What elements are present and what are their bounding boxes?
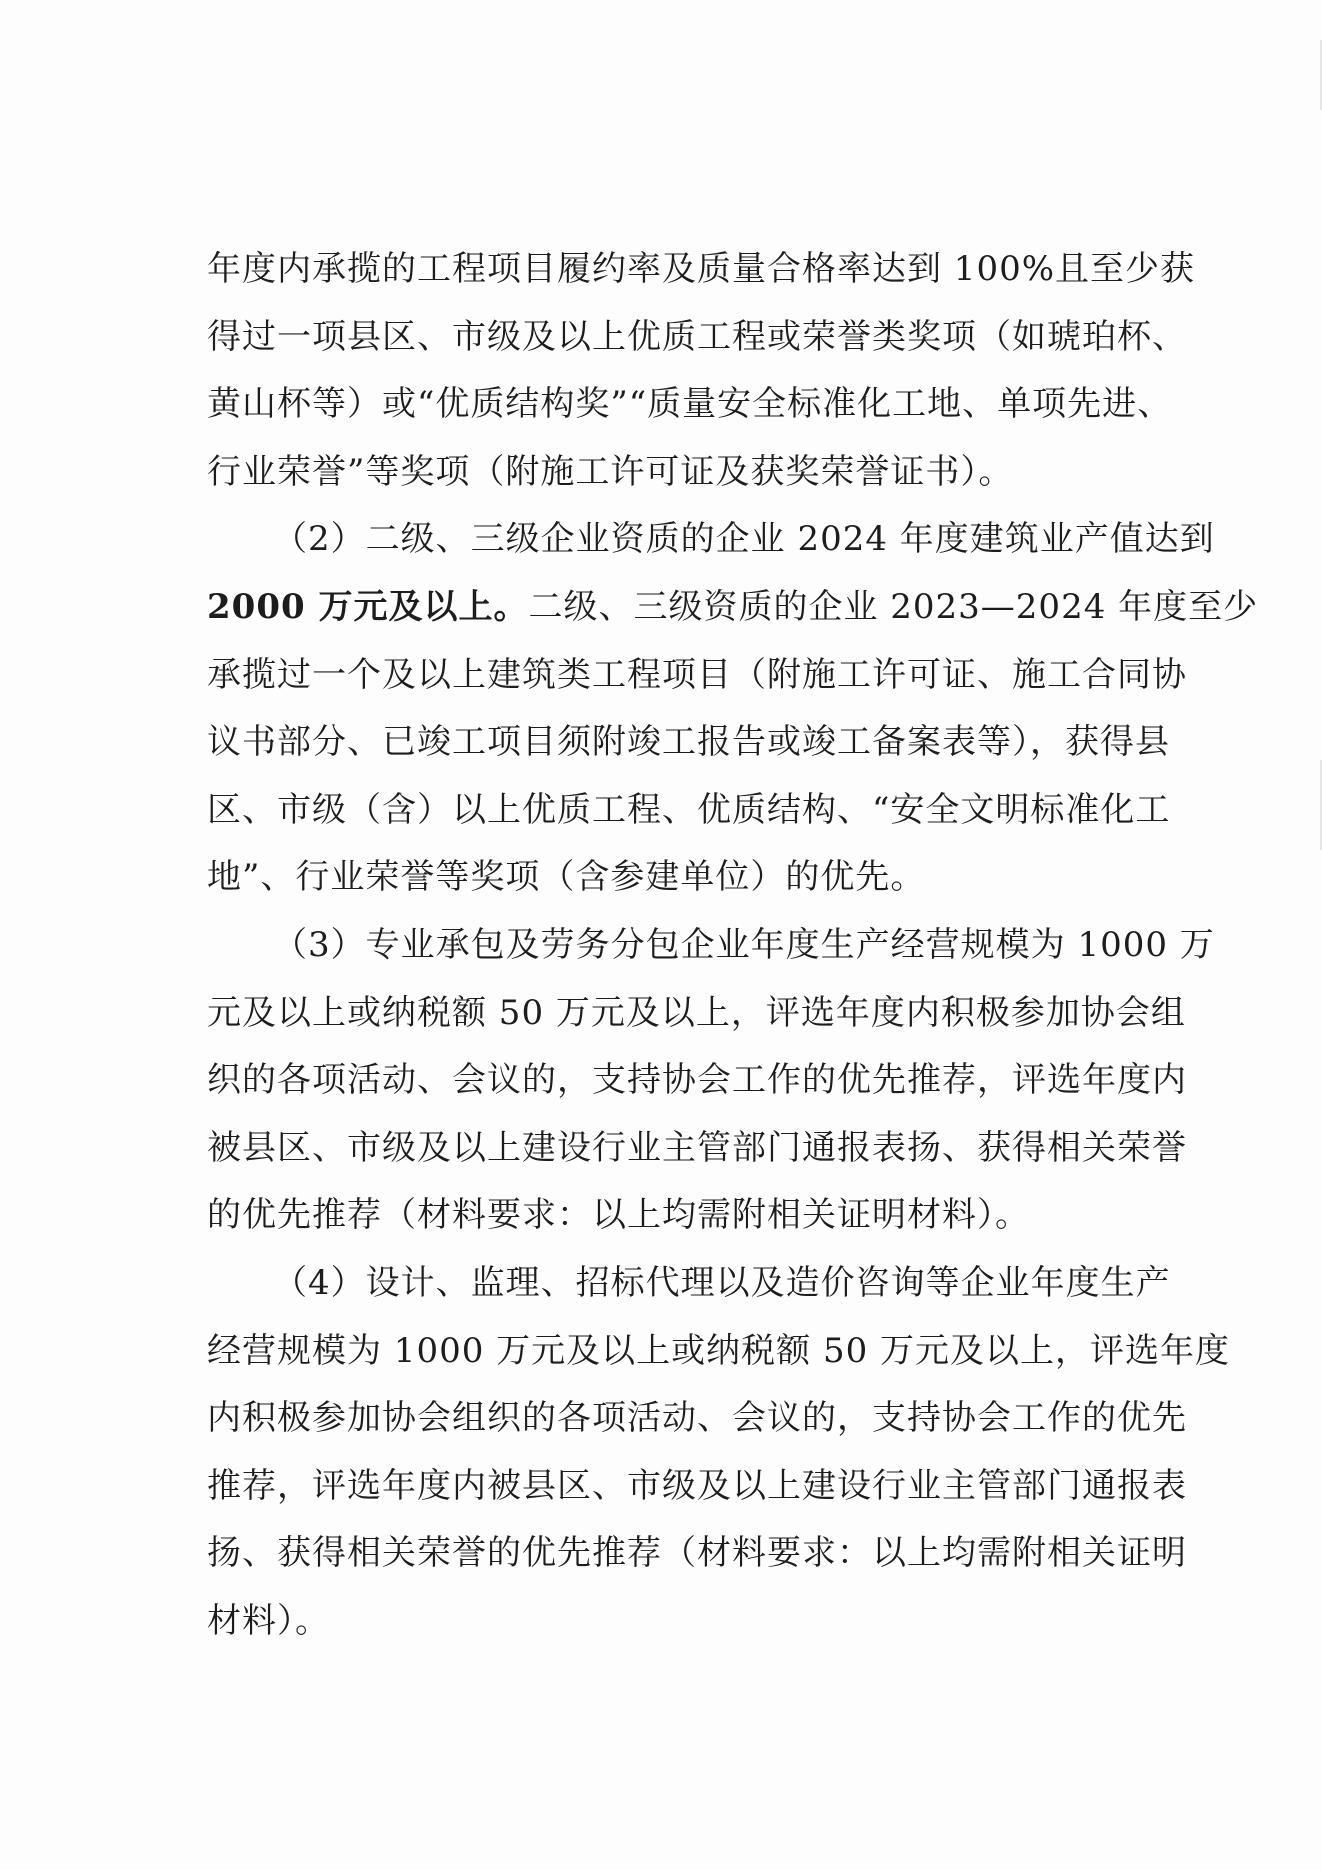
paragraph-1-line: 行业荣誉”等奖项（附施工许可证及获奖荣誉证书）。 (207, 451, 1014, 492)
paragraph-2-line: （2）二级、三级企业资质的企业 2024 年度建筑业产值达到 (273, 519, 1215, 560)
paragraph-4-line: 材料）。 (207, 1600, 330, 1641)
paragraph-3-line: 被县区、市级及以上建设行业主管部门通报表扬、获得相关荣誉 (207, 1127, 1187, 1168)
paragraph-3-line: 的优先推荐（材料要求：以上均需附相关证明材料）。 (207, 1195, 1030, 1236)
document-body (207, 236, 1259, 1655)
bold-highlight: 2000 万元及以上。 (207, 586, 529, 627)
paragraph-4-line: 扬、获得相关荣誉的优先推荐（材料要求：以上均需附相关证明 (207, 1533, 1187, 1574)
paragraph-1-line: 年度内承揽的工程项目履约率及质量合格率达到 100%且至少获 (207, 249, 1196, 289)
paragraph-3-line: 元及以上或纳税额 50 万元及以上，评选年度内积极参加协会组 (207, 992, 1186, 1033)
paragraph-2-line-rest: 二级、三级资质的企业 2023—2024 年度至少 (528, 586, 1259, 627)
paragraph-2-line: 区、市级（含）以上优质工程、优质结构、“安全文明标准化工 (207, 789, 1171, 830)
paragraph-4-line: 推荐，评选年度内被县区、市级及以上建设行业主管部门通报表 (207, 1465, 1187, 1506)
paragraph-3-line: （3）专业承包及劳务分包企业年度生产经营规模为 1000 万 (273, 924, 1215, 965)
paragraph-4-line: （4）设计、监理、招标代理以及造价咨询等企业年度生产 (273, 1262, 1171, 1303)
paragraph-4-line: 经营规模为 1000 万元及以上或纳税额 50 万元及以上，评选年度 (207, 1330, 1231, 1371)
paragraph-2-line: 承揽过一个及以上建筑类工程项目（附施工许可证、施工合同协 (207, 654, 1187, 695)
paragraph-2-line: 地”、行业荣誉等奖项（含参建单位）的优先。 (207, 857, 926, 898)
paragraph-2-line: 议书部分、已竣工项目须附竣工报告或竣工备案表等），获得县 (207, 722, 1170, 763)
paragraph-1-line: 得过一项县区、市级及以上优质工程或荣誉类奖项（如琥珀杯、 (207, 316, 1187, 357)
paragraph-2-line-mixed (207, 574, 1259, 642)
paragraph-4-line: 内积极参加协会组织的各项活动、会议的，支持协会工作的优先 (207, 1398, 1187, 1439)
paragraph-1-line: 黄山杯等）或“优质结构奖”“质量安全标准化工地、单项先进、 (207, 384, 1173, 425)
paragraph-3-line: 织的各项活动、会议的，支持协会工作的优先推荐，评选年度内 (207, 1060, 1187, 1101)
